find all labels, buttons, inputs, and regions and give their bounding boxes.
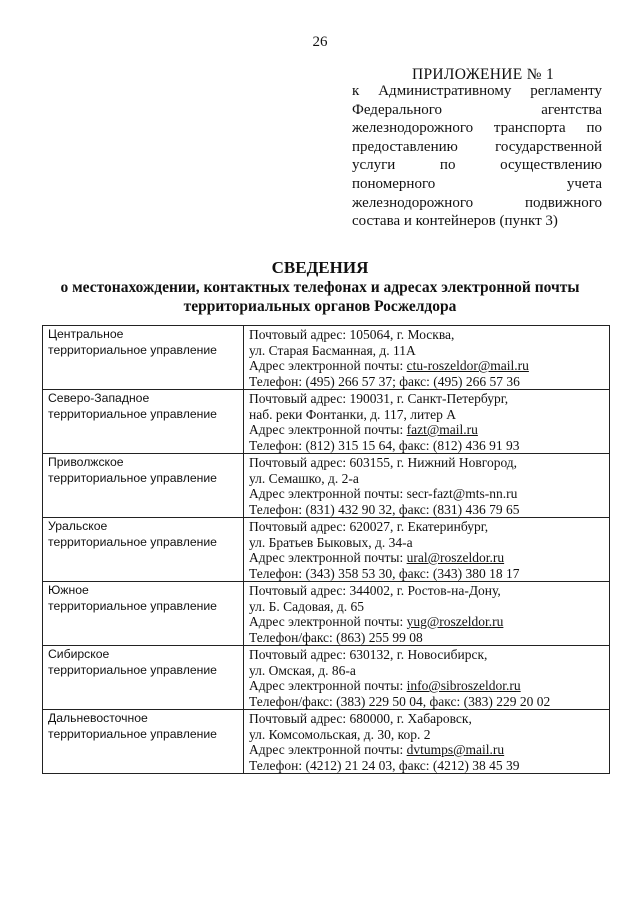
org-type: территориальное управление	[48, 726, 217, 741]
email-link[interactable]: ural@roszeldor.ru	[406, 550, 505, 565]
phone-line: Телефон: (4212) 21 24 03, факс: (4212) 38 45 39	[249, 757, 520, 773]
appendix-heading: ПРИЛОЖЕНИЕ № 1	[412, 66, 555, 83]
email-line	[249, 486, 604, 502]
table-row	[43, 326, 610, 390]
appendix-line: пономерного учета	[352, 175, 602, 192]
appendix-body	[352, 82, 602, 231]
phone-line: Телефон/факс: (863) 255 99 08	[249, 629, 423, 645]
org-name-cell	[43, 710, 244, 774]
org-name-cell	[43, 390, 244, 454]
email-line	[249, 358, 604, 374]
street-address: ул. Семашко, д. 2-а	[249, 470, 359, 486]
appendix-line: услуги по осуществлению	[352, 157, 602, 174]
org-name: Дальневосточное	[48, 711, 148, 725]
org-name-cell	[43, 454, 244, 518]
org-type: территориальное управление	[48, 534, 217, 549]
table-row	[43, 646, 610, 710]
email-link[interactable]: ctu-roszeldor@mail.ru	[406, 358, 529, 373]
email-label: Адрес электронной почты:	[249, 614, 407, 629]
org-type: территориальное управление	[48, 598, 217, 613]
postal-address: Почтовый адрес: 190031, г. Санкт-Петербург,	[249, 391, 509, 406]
appendix-line: к Административному регламенту	[352, 83, 602, 99]
street-address: ул. Старая Басманная, д. 11А	[249, 342, 416, 358]
document-subtitle	[0, 278, 640, 316]
page-number: 26	[312, 34, 328, 50]
org-name-cell	[43, 518, 244, 582]
postal-address: Почтовый адрес: 105064, г. Москва,	[249, 327, 455, 342]
email-link[interactable]: info@sibroszeldor.ru	[406, 678, 521, 693]
phone-line: Телефон: (495) 266 57 37; факс: (495) 266 57 36	[249, 373, 520, 389]
email-address[interactable]: secr-fazt@mts-nn.ru	[406, 486, 518, 501]
contact-cell	[244, 646, 610, 710]
appendix-line: железнодорожного подвижного	[352, 194, 602, 211]
contact-cell	[244, 390, 610, 454]
contact-cell	[244, 582, 610, 646]
table-row	[43, 454, 610, 518]
email-line	[249, 422, 604, 438]
org-type: территориальное управление	[48, 342, 217, 357]
street-address: ул. Комсомольская, д. 30, кор. 2	[249, 726, 431, 742]
email-label: Адрес электронной почты:	[249, 678, 407, 693]
phone-line: Телефон/факс: (383) 229 50 04, факс: (383) 229 20 02	[249, 693, 551, 709]
street-address: ул. Братьев Быковых, д. 34-а	[249, 534, 413, 550]
email-line	[249, 550, 604, 566]
postal-address: Почтовый адрес: 630132, г. Новосибирск,	[249, 647, 488, 662]
org-type: территориальное управление	[48, 470, 217, 485]
org-type: территориальное управление	[48, 406, 217, 421]
street-address: ул. Б. Садовая, д. 65	[249, 598, 365, 614]
postal-address: Почтовый адрес: 603155, г. Нижний Новгород,	[249, 455, 518, 470]
email-label: Адрес электронной почты:	[249, 486, 407, 501]
street-address: ул. Омская, д. 86-а	[249, 662, 356, 678]
org-name: Уральское	[48, 519, 108, 533]
email-link[interactable]: dvtumps@mail.ru	[406, 742, 505, 757]
contact-cell	[244, 518, 610, 582]
appendix-line: предоставлению государственной	[352, 138, 602, 155]
contact-cell	[244, 454, 610, 518]
appendix-line: Федерального агентства	[352, 101, 602, 118]
postal-address: Почтовый адрес: 680000, г. Хабаровск,	[249, 711, 472, 726]
email-label: Адрес электронной почты:	[249, 358, 407, 373]
table-row	[43, 390, 610, 454]
email-link[interactable]: yug@roszeldor.ru	[406, 614, 504, 629]
document-title: СВЕДЕНИЯ	[271, 258, 369, 277]
street-address: наб. реки Фонтанки, д. 117, литер А	[249, 406, 457, 422]
postal-address: Почтовый адрес: 620027, г. Екатеринбург,	[249, 519, 489, 534]
org-name: Северо-Западное	[48, 391, 150, 405]
subtitle-line: территориальных органов Росжелдора	[183, 298, 457, 315]
org-name: Сибирское	[48, 647, 110, 661]
email-link[interactable]: fazt@mail.ru	[406, 422, 478, 437]
email-label: Адрес электронной почты:	[249, 742, 407, 757]
org-name-cell	[43, 646, 244, 710]
email-line	[249, 614, 604, 630]
org-name: Южное	[48, 583, 89, 597]
phone-line: Телефон: (831) 432 90 32, факс: (831) 436 79 65	[249, 501, 520, 517]
postal-address: Почтовый адрес: 344002, г. Ростов-на-Дону,	[249, 583, 501, 598]
table-row	[43, 518, 610, 582]
contact-cell	[244, 710, 610, 774]
appendix-line: состава и контейнеров (пункт 3)	[352, 213, 558, 230]
org-name: Приволжское	[48, 455, 124, 469]
org-type: территориальное управление	[48, 662, 217, 677]
appendix-line: железнодорожного транспорта по	[352, 120, 602, 137]
territorial-bodies-table	[42, 325, 610, 774]
phone-line: Телефон: (812) 315 15 64, факс: (812) 436 91 93	[249, 437, 520, 453]
email-label: Адрес электронной почты:	[249, 550, 407, 565]
table-row	[43, 582, 610, 646]
org-name-cell	[43, 326, 244, 390]
phone-line: Телефон: (343) 358 53 30, факс: (343) 380 18 17	[249, 565, 520, 581]
org-name-cell	[43, 582, 244, 646]
contact-cell	[244, 326, 610, 390]
email-line	[249, 678, 604, 694]
org-name: Центральное	[48, 327, 124, 341]
email-label: Адрес электронной почты:	[249, 422, 407, 437]
email-line	[249, 742, 604, 758]
subtitle-line: о местонахождении, контактных телефонах и адресах электронной почты	[60, 279, 580, 296]
table-row	[43, 710, 610, 774]
